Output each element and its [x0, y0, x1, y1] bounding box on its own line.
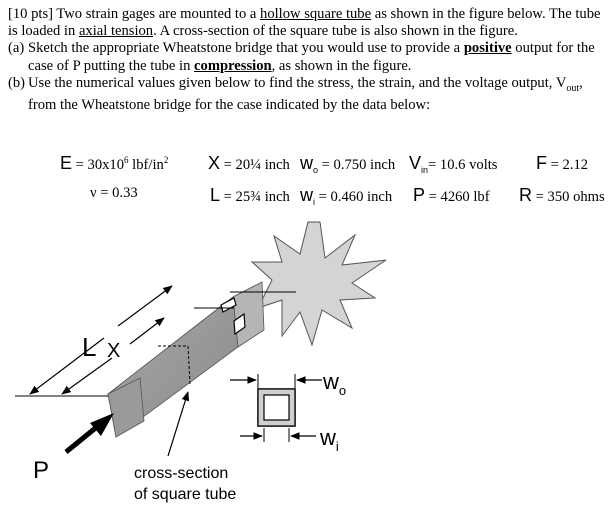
- problem-intro: [10 pts] Two strain gages are mounted to a hollow square tube as shown in the figure below. The tube is loaded in axial tension. A cross-section of the square tube is also shown in the figure.: [8, 6, 601, 40]
- positive-term: positive: [463, 40, 512, 57]
- callout-line: [168, 392, 188, 456]
- label-L: L: [82, 332, 97, 362]
- given-values: [0, 151, 612, 211]
- compression-term: compression: [194, 57, 272, 74]
- hollow-square-tube-term: hollow square tube: [260, 6, 372, 22]
- value-wo: $w_o = 0.750$ inch: [300, 153, 396, 175]
- value-nu: ν = 0.33: [90, 185, 138, 201]
- label-wo: $w_o$: [323, 369, 347, 398]
- caption-line2: of square tube: [134, 486, 237, 503]
- value-E: $E = 30x10^6$ lbf/$in^2$: [60, 153, 169, 173]
- value-R: R = 350 ohms: [519, 185, 605, 205]
- value-wi: $w_i = 0.460$ inch: [300, 185, 393, 207]
- axial-tension-term: axial tension: [78, 23, 154, 40]
- label-X: X: [107, 340, 121, 362]
- load-starburst: [252, 222, 386, 345]
- caption-line1: cross-section: [134, 465, 229, 482]
- part-a: (a) Sketch the appropriate Wheatstone bridge that you would use to provide a positive output for the case of P putting the tube in compression, as shown in the figure.: [8, 40, 595, 74]
- label-P: P: [33, 457, 50, 484]
- load-arrow-P: [66, 426, 98, 452]
- label-wi: $w_i$: [320, 425, 339, 454]
- part-b: (b) Use the numerical values given below to find the stress, the strain, and the voltage output, $V_{out}$, from the Wheatstone bridge for the case indicated by the data below:: [8, 74, 583, 113]
- value-P: P = 4260 lbf: [413, 185, 490, 205]
- value-X: X = 20¼ inch: [208, 153, 290, 173]
- tube-end-face: [108, 378, 144, 437]
- problem-statement: [8, 6, 608, 114]
- tube-figure: [0, 220, 612, 519]
- value-Vin: $V_{in}= 10.6$ volts: [409, 153, 498, 175]
- value-L: L = 25¾ inch: [210, 185, 290, 205]
- value-F: F = 2.12: [536, 153, 589, 173]
